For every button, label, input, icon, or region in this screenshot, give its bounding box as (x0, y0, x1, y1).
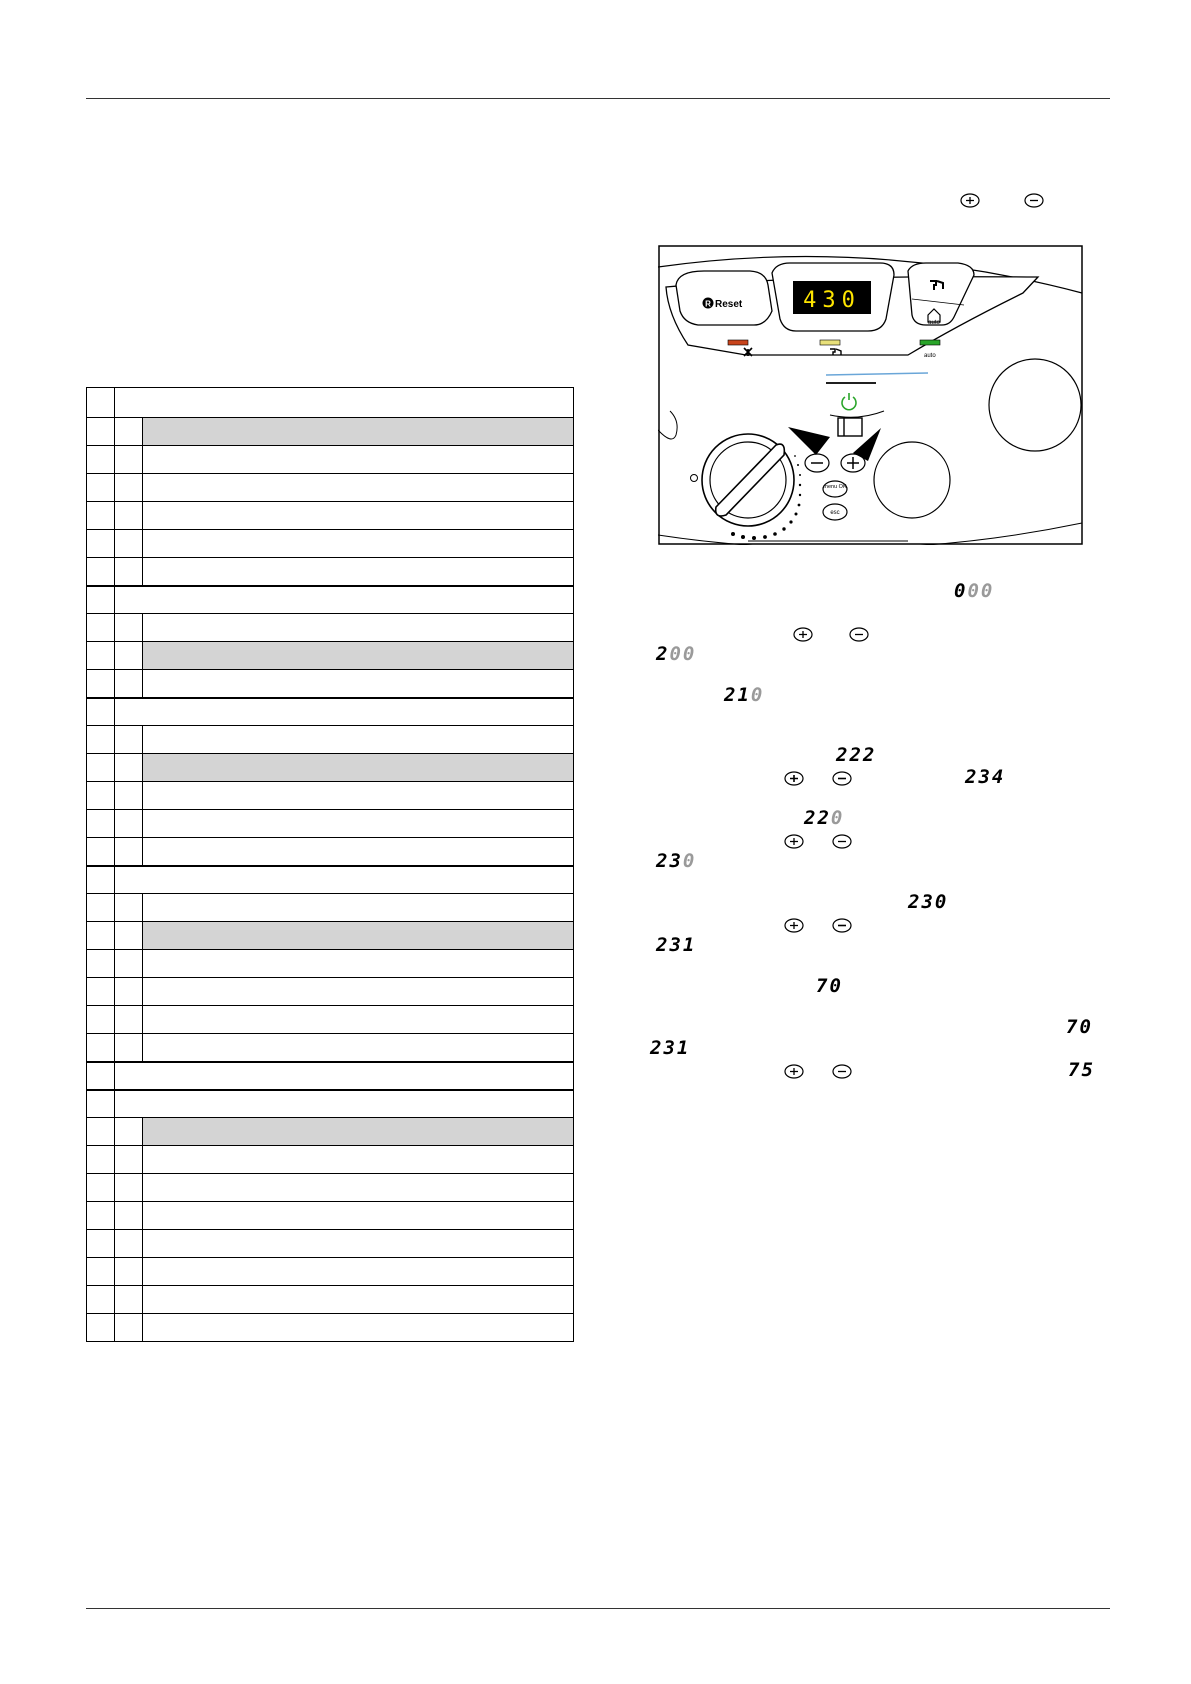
auto-button-label: auto (928, 320, 940, 326)
table-row (87, 950, 573, 978)
table-section-header (87, 1062, 573, 1090)
table-row (87, 922, 573, 950)
table-row (87, 810, 573, 838)
display-digits: 430 (803, 288, 861, 313)
table-row (87, 1202, 573, 1230)
led-green (920, 340, 940, 345)
switch[interactable] (838, 418, 862, 436)
control-panel-figure (658, 245, 1083, 545)
table-row (87, 614, 573, 642)
code-70-right: 70 (1066, 1016, 1093, 1038)
code-234: 234 (965, 766, 1006, 788)
led-yellow (820, 340, 840, 345)
menu-ok-button[interactable] (823, 481, 847, 497)
table-row (87, 1314, 573, 1341)
header-rule (86, 98, 1110, 99)
led-auto-label: auto (924, 353, 936, 359)
table-row (87, 894, 573, 922)
table-section-header (87, 586, 573, 614)
plus-icon (784, 834, 804, 849)
table-row (87, 726, 573, 754)
code-75: 75 (1068, 1059, 1095, 1081)
table-row (87, 502, 573, 530)
code-230-step: 230 (656, 850, 697, 872)
table-row (87, 1230, 573, 1258)
svg-text:esc: esc (830, 510, 840, 516)
plus-icon (784, 918, 804, 933)
reset-button[interactable] (676, 271, 772, 325)
code-231: 231 (656, 934, 697, 956)
table-section-header (87, 698, 573, 726)
code-210: 210 (724, 684, 765, 706)
esc-button[interactable] (823, 504, 847, 520)
table-row (87, 530, 573, 558)
table-row (87, 1118, 573, 1146)
table-section-header (87, 1090, 573, 1118)
minus-icon (832, 1064, 852, 1079)
minus-icon (832, 834, 852, 849)
plus-icon (784, 1064, 804, 1079)
table-row (87, 474, 573, 502)
footer-rule (86, 1608, 1110, 1609)
code-222: 222 (836, 744, 877, 766)
minus-button[interactable] (805, 454, 829, 472)
code-000: 000 (954, 580, 995, 602)
table-row (87, 1006, 573, 1034)
reset-label: Reset (715, 299, 743, 310)
table-row (87, 446, 573, 474)
table-row (87, 642, 573, 670)
code-70: 70 (816, 975, 843, 997)
table-row (87, 558, 573, 586)
table-row (87, 1034, 573, 1062)
table-row (87, 1174, 573, 1202)
plus-icon (960, 193, 980, 208)
table-row (87, 670, 573, 698)
minus-icon (832, 771, 852, 786)
code-230: 230 (908, 891, 949, 913)
table-row (87, 1146, 573, 1174)
table-row (87, 1258, 573, 1286)
svg-text:R: R (705, 299, 711, 309)
table-row (87, 754, 573, 782)
led-red (728, 340, 748, 345)
plus-icon (793, 627, 813, 642)
table-row (87, 782, 573, 810)
code-200: 200 (656, 643, 697, 665)
table-row (87, 978, 573, 1006)
table-row (87, 1286, 573, 1314)
parameter-table (86, 387, 574, 1342)
table-row (87, 838, 573, 866)
minus-icon (1024, 193, 1044, 208)
plus-icon (784, 771, 804, 786)
minus-icon (832, 918, 852, 933)
svg-text:menu OK: menu OK (823, 484, 847, 490)
table-section-header (87, 388, 573, 418)
code-220: 220 (804, 807, 845, 829)
code-231-second: 231 (650, 1037, 691, 1059)
table-row (87, 418, 573, 446)
minus-icon (849, 627, 869, 642)
table-section-header (87, 866, 573, 894)
